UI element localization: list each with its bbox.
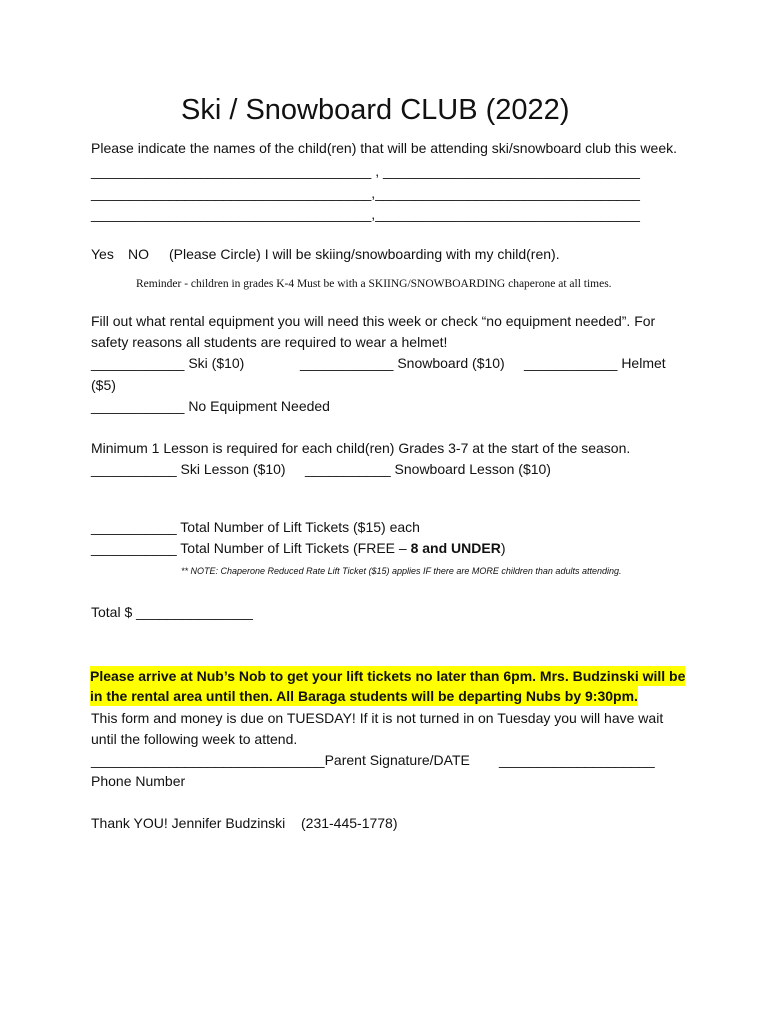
lift-ticket-free-text: ___________ Total Number of Lift Tickets (FREE – (91, 540, 411, 556)
lift-ticket-paid-field[interactable]: ___________ Total Number of Lift Tickets ($15) each (91, 519, 420, 535)
closing-thanks: Thank YOU! Jennifer Budzinski (91, 815, 286, 831)
child-name-line-1[interactable]: ____________________________________ , _________________________________ (91, 163, 640, 179)
lesson-intro: Minimum 1 Lesson is required for each child(ren) Grades 3-7 at the start of the season. (91, 440, 631, 456)
phone-number-field[interactable]: ____________________ (499, 752, 655, 768)
lift-ticket-free-close: ) (500, 540, 506, 556)
arrival-notice-line-2: in the rental area until then. All Baraga students will be departing Nubs by 9:30pm. (90, 688, 638, 704)
snowboard-lesson-field[interactable]: ___________ Snowboard Lesson ($10) (305, 461, 551, 477)
rental-intro-line-1: Fill out what rental equipment you will need this week or check “no equipment needed”. For (91, 313, 656, 329)
attendance-yes-option[interactable]: Yes (91, 246, 114, 262)
attendance-no-option[interactable]: NO (128, 246, 149, 262)
arrival-notice-line-1: Please arrive at Nub’s Nob to get your lift tickets no later than 6pm. Mrs. Budzinski will be (90, 668, 686, 684)
helmet-rental-field[interactable]: ____________ Helmet (524, 355, 666, 371)
intro-text: Please indicate the names of the child(ren) that will be attending ski/snowboard club this week. (91, 140, 677, 156)
due-notice-line-1: This form and money is due on TUESDAY! If it is not turned in on Tuesday you will have wait (91, 710, 664, 726)
parent-signature-field[interactable]: ______________________________Parent Signature/DATE (91, 752, 470, 768)
ski-rental-field[interactable]: ____________ Ski ($10) (91, 355, 245, 371)
child-name-line-3[interactable]: ____________________________________,__________________________________ (91, 206, 640, 222)
chaperone-note: ** NOTE: Chaperone Reduced Rate Lift Ticket ($15) applies IF there are MORE children than adults attending. (181, 566, 622, 576)
rental-intro-line-2: safety reasons all students are required to wear a helmet! (91, 334, 448, 350)
lift-ticket-free-age: 8 and UNDER (410, 540, 501, 556)
page-title: Ski / Snowboard CLUB (2022) (181, 94, 570, 126)
lift-ticket-free-field[interactable] (91, 540, 506, 557)
due-notice-line-2: until the following week to attend. (91, 731, 298, 747)
helmet-price: ($5) (91, 377, 116, 393)
phone-number-label: Phone Number (91, 773, 186, 789)
ski-lesson-field[interactable]: ___________ Ski Lesson ($10) (91, 461, 286, 477)
reminder-text: Reminder - children in grades K-4 Must be with a SKIING/SNOWBOARDING chaperone at all times. (136, 278, 612, 290)
attendance-text: (Please Circle) I will be skiing/snowboarding with my child(ren). (169, 246, 560, 262)
no-equipment-field[interactable]: ____________ No Equipment Needed (91, 398, 330, 414)
snowboard-rental-field[interactable]: ____________ Snowboard ($10) (300, 355, 505, 371)
total-field[interactable]: Total $ _______________ (91, 604, 253, 620)
contact-phone: (231-445-1778) (301, 815, 398, 831)
child-name-line-2[interactable]: ____________________________________,__________________________________ (91, 185, 640, 201)
